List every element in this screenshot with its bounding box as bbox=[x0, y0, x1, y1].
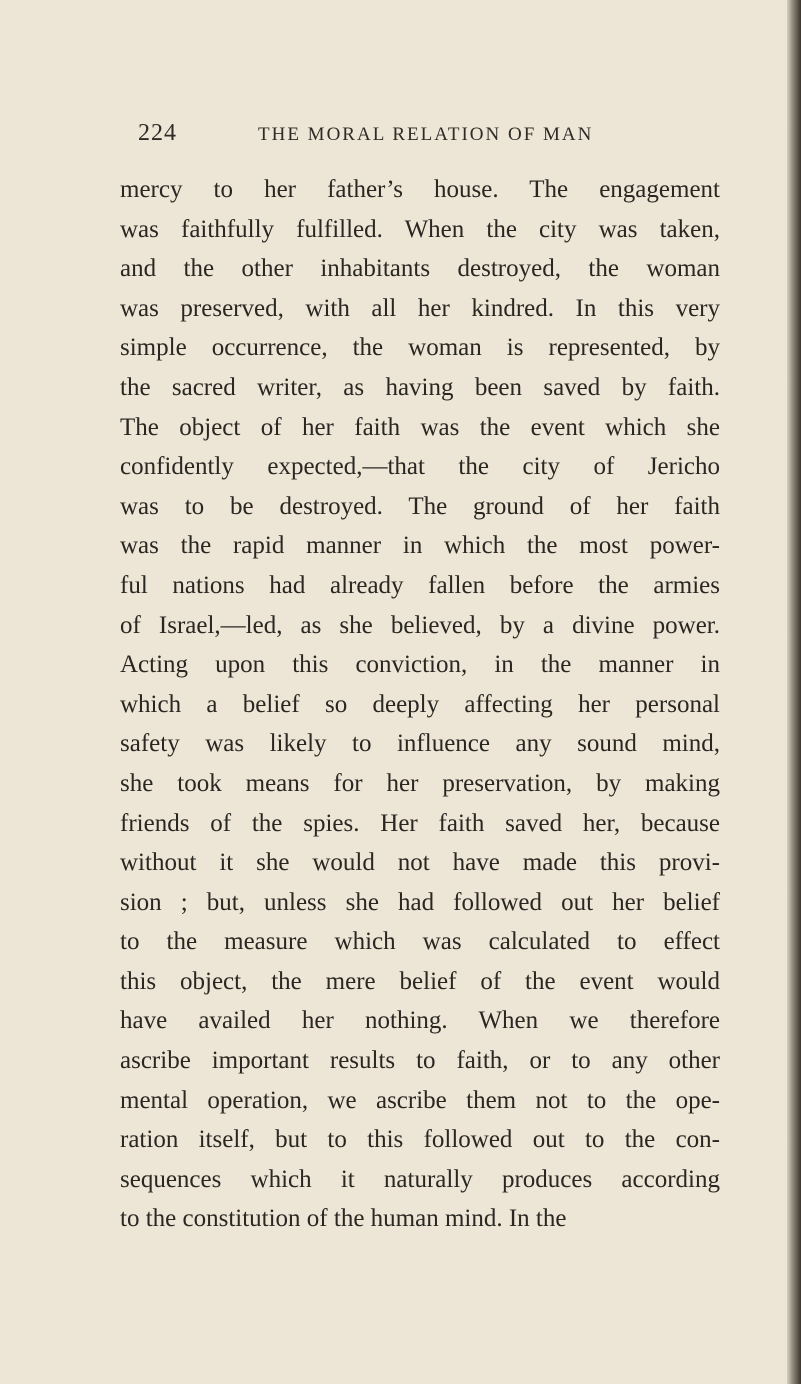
text-line: confidently expected,—that the city of Jericho bbox=[120, 453, 720, 481]
text-line: ration itself, but to this followed out to the con- bbox=[120, 1126, 720, 1154]
text-line: The object of her faith was the event which she bbox=[120, 413, 720, 441]
body-text bbox=[120, 170, 720, 1239]
text-line: sequences which it naturally produces according bbox=[120, 1165, 720, 1193]
text-line: was to be destroyed. The ground of her faith bbox=[120, 492, 720, 520]
text-line: the sacred writer, as having been saved by faith. bbox=[120, 373, 720, 401]
text-line: which a belief so deeply affecting her personal bbox=[120, 690, 720, 718]
text-line: ascribe important results to faith, or to any other bbox=[120, 1047, 720, 1075]
text-line: mental operation, we ascribe them not to the ope- bbox=[120, 1086, 720, 1114]
text-line: friends of the spies. Her faith saved her, because bbox=[120, 809, 720, 837]
page-header bbox=[138, 120, 658, 150]
text-line: to the constitution of the human mind. In the bbox=[120, 1205, 567, 1233]
text-line: mercy to her father’s house. The engagement bbox=[120, 176, 720, 203]
text-line: was preserved, with all her kindred. In this very bbox=[120, 294, 720, 322]
text-line: simple occurrence, the woman is represented, by bbox=[120, 334, 720, 362]
text-line: of Israel,—led, as she believed, by a divine power. bbox=[120, 611, 720, 639]
running-title: THE MORAL RELATION OF MAN bbox=[258, 124, 594, 145]
text-line: safety was likely to influence any sound mind, bbox=[120, 730, 720, 758]
text-line: without it she would not have made this provi- bbox=[120, 849, 720, 877]
text-line: was faithfully fulfilled. When the city was taken, bbox=[120, 215, 720, 243]
page-binding-edge bbox=[787, 0, 801, 1384]
text-line: to the measure which was calculated to effect bbox=[120, 928, 720, 956]
text-line: ful nations had already fallen before the armies bbox=[120, 571, 720, 599]
text-line: have availed her nothing. When we therefore bbox=[120, 1007, 720, 1035]
text-line: Acting upon this conviction, in the manner in bbox=[120, 651, 720, 679]
text-line: and the other inhabitants destroyed, the woman bbox=[120, 255, 720, 283]
text-line: sion ; but, unless she had followed out her belief bbox=[120, 888, 720, 916]
text-line: she took means for her preservation, by making bbox=[120, 769, 720, 797]
page-number: 224 bbox=[138, 120, 177, 146]
text-line: this object, the mere belief of the event would bbox=[120, 967, 720, 995]
text-line: was the rapid manner in which the most power- bbox=[120, 532, 720, 560]
